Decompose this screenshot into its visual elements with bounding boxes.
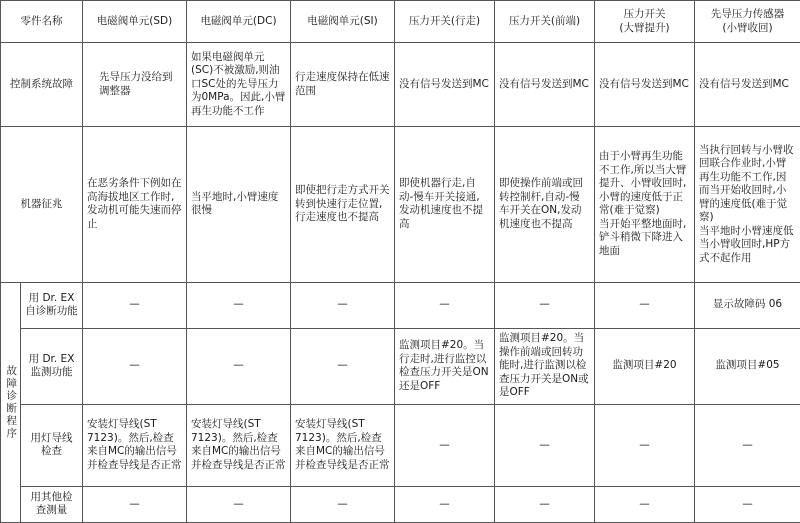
table-cell: 监测项目#20。当行走时,进行监控以检查压力开关是ON还是OFF xyxy=(395,328,495,404)
table-cell: 由于小臂再生功能不工作,所以当大臂提升、小臂收回时,小臂的速度低于正常(难于觉察) 当开始平整地面时,铲斗稍微下降进入地面 xyxy=(595,127,695,282)
table-cell: 即使机器行走,自动-慢车开关接通,发动机速度也不提高 xyxy=(395,127,495,282)
table-cell: — xyxy=(291,486,395,522)
table-row-self-diag xyxy=(1,282,800,328)
table-cell: — xyxy=(187,328,291,404)
table-cell: — xyxy=(595,282,695,328)
table-cell: 即使操作前端或回转控制杆,自动-慢车开关在ON,发动机速度也不提高 xyxy=(495,127,595,282)
table-row-lamp xyxy=(1,404,800,486)
header-col: 压力开关(行走) xyxy=(395,1,495,43)
diag-group-label: 故障诊断程序 xyxy=(1,282,21,522)
table-cell: — xyxy=(83,328,187,404)
table-cell: 即使把行走方式开关转到快速行走位置,行走速度也不提高 xyxy=(291,127,395,282)
table-row-control-fault xyxy=(1,43,800,127)
row-label: 用 Dr. EX 监测功能 xyxy=(21,328,83,404)
row-label: 机器征兆 xyxy=(1,127,83,282)
table-cell: — xyxy=(695,486,800,522)
table-cell: — xyxy=(291,282,395,328)
header-row xyxy=(1,1,800,43)
table-cell: — xyxy=(595,404,695,486)
table-cell: — xyxy=(83,486,187,522)
table-cell: 没有信号发送到MC xyxy=(395,43,495,127)
table-cell: — xyxy=(395,486,495,522)
table-row-monitor xyxy=(1,328,800,404)
table-cell: — xyxy=(495,404,595,486)
header-col: 压力开关(前端) xyxy=(495,1,595,43)
table-cell: 先导压力没给到调整器 xyxy=(83,43,187,127)
table-cell: 监测项目#05 xyxy=(695,328,800,404)
row-label: 用其他检 查测量 xyxy=(21,486,83,522)
table-cell: — xyxy=(495,486,595,522)
table-cell: 没有信号发送到MC xyxy=(495,43,595,127)
table-cell: 安装灯导线(ST 7123)。然后,检查来自MC的输出信号并检查导线是否正常 xyxy=(187,404,291,486)
table-cell: — xyxy=(495,282,595,328)
table-cell: 安装灯导线(ST 7123)。然后,检查来自MC的输出信号并检查导线是否正常 xyxy=(291,404,395,486)
table-cell: — xyxy=(595,486,695,522)
table-row-other xyxy=(1,486,800,522)
table-cell: 当平地时,小臂速度很慢 xyxy=(187,127,291,282)
header-col: 先导压力传感器 (小臂收回) xyxy=(695,1,800,43)
table-cell: — xyxy=(187,282,291,328)
table-cell: — xyxy=(395,282,495,328)
table-cell: 在恶劣条件下例如在高海拔地区工作时,发动机可能失速而停止 xyxy=(83,127,187,282)
header-col: 电磁阀单元(SD) xyxy=(83,1,187,43)
table-cell: 显示故障码 06 xyxy=(695,282,800,328)
table-cell: 监测项目#20 xyxy=(595,328,695,404)
header-col: 电磁阀单元(DC) xyxy=(187,1,291,43)
header-col: 压力开关 (大臂提升) xyxy=(595,1,695,43)
header-corner: 零件名称 xyxy=(1,1,83,43)
table-cell: 当执行回转与小臂收回联合作业时,小臂再生功能不工作,因而当开始收回时,小臂的速度低(难于觉察) 当平地时小臂速度低 当小臂收回时,HP方式不起作用 xyxy=(695,127,800,282)
table-cell: 监测项目#20。当操作前端或回转功能时,进行监测以检查压力开关是ON或是OFF xyxy=(495,328,595,404)
table-cell: 如果电磁阀单元(SC)不被激励,则油口SC处的先导压力为0MPa。因此,小臂再生功能不工作 xyxy=(187,43,291,127)
row-label: 控制系统故障 xyxy=(1,43,83,127)
row-label: 用灯导线 检查 xyxy=(21,404,83,486)
table-cell: — xyxy=(83,282,187,328)
table-cell: 安装灯导线(ST 7123)。然后,检查来自MC的输出信号并检查导线是否正常 xyxy=(83,404,187,486)
table-cell: — xyxy=(187,486,291,522)
table-cell: — xyxy=(395,404,495,486)
table-cell: 没有信号发送到MC xyxy=(695,43,800,127)
header-col: 电磁阀单元(SI) xyxy=(291,1,395,43)
table-cell: — xyxy=(695,404,800,486)
table-cell: 没有信号发送到MC xyxy=(595,43,695,127)
table-cell: — xyxy=(291,328,395,404)
row-label: 用 Dr. EX 自诊断功能 xyxy=(21,282,83,328)
table-cell: 行走速度保持在低速范围 xyxy=(291,43,395,127)
table-row-symptom xyxy=(1,127,800,282)
